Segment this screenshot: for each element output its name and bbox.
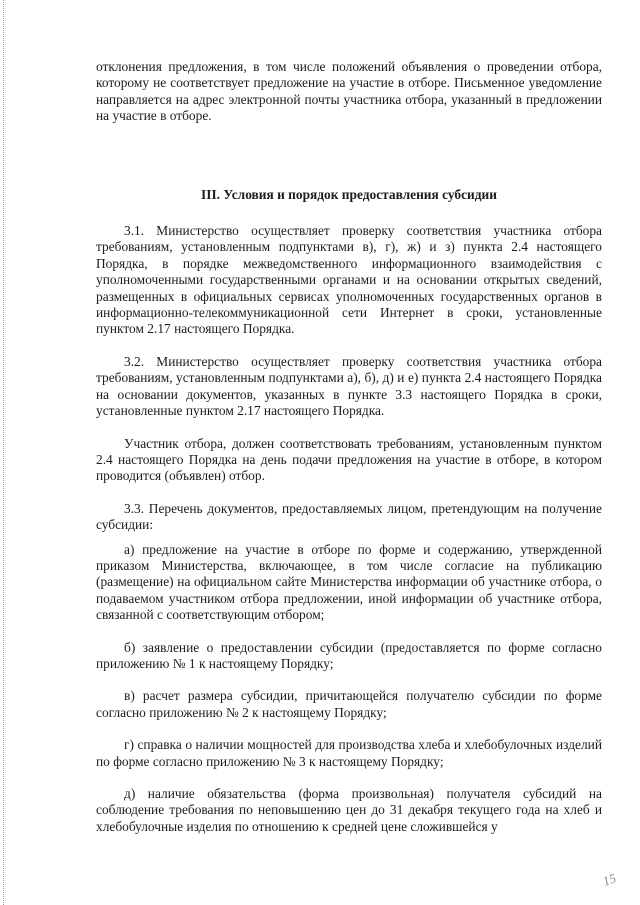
intro-paragraph: отклонения предложения, в том числе положений объявления о проведении отбора, которому не соответствует предложение на участие в отборе. Письменное уведомление направляется на адрес электронной почты участника отбора, указанный в предложении на участие в отборе. — [96, 59, 602, 124]
list-item-a: а) предложение на участие в отборе по форме и содержанию, утвержденной приказом Министерства, включающее, в том числе согласие на публикацию (размещение) на официальном сайте Министерства информации об участнике отбора, о подаваемом участником отбора предложении, иной информации об участнике отбора, связанной с соответствующим отбором; — [96, 541, 602, 623]
margin-perforation-line — [3, 0, 4, 905]
page-number-mark: 15 — [600, 870, 619, 889]
paragraph-3-2: 3.2. Министерство осуществляет проверку соответствия участника отбора требованиям, установленным подпунктами а), б), д) и е) пункта 2.4 настоящего Порядка на основании документов, указанных в пункте 3.3 настоящего Порядка в сроки, установленные пунктом 2.17 настоящего Порядка. — [96, 353, 602, 419]
document-body — [96, 59, 602, 835]
paragraph-3-3: 3.3. Перечень документов, предоставляемых лицом, претендующим на получение субсидии: — [96, 500, 602, 533]
list-item-v: в) расчет размера субсидии, причитающейся получателю субсидии по форме согласно приложению № 2 к настоящему Порядку; — [96, 688, 602, 720]
paragraph-3-1: 3.1. Министерство осуществляет проверку соответствия участника отбора требованиям, установленным подпунктами в), г), ж) и з) пункта 2.4 настоящего Порядка, в порядке межведомственного информационного взаимодействия с уполномоченными государственными органами и на основании открытых сведений, размещенных в официальных сервисах уполномоченных государственных органов в информационно-телекоммуникационной сети Интернет в сроки, установленные пунктом 2.17 настоящего Порядка. — [96, 223, 602, 337]
list-item-g: г) справка о наличии мощностей для производства хлеба и хлебобулочных изделий по форме согласно приложению № 3 к настоящему Порядку; — [96, 737, 602, 769]
section-heading: III. Условия и порядок предоставления субсидии — [201, 186, 497, 202]
list-item-d: д) наличие обязательства (форма произвольная) получателя субсидий на соблюдение требования по неповышению цен до 31 декабря текущего года на хлеб и хлебобулочные изделия по отношению к средней цене сложившейся у — [96, 786, 602, 834]
paragraph-participant-requirements: Участник отбора, должен соответствовать требованиям, установленным пунктом 2.4 настоящего Порядка на день подачи предложения на участие в отборе, в котором проводится (объявлен) отбор. — [96, 435, 602, 484]
list-item-b: б) заявление о предоставлении субсидии (предоставляется по форме согласно приложению № 1 к настоящему Порядку; — [96, 639, 602, 671]
